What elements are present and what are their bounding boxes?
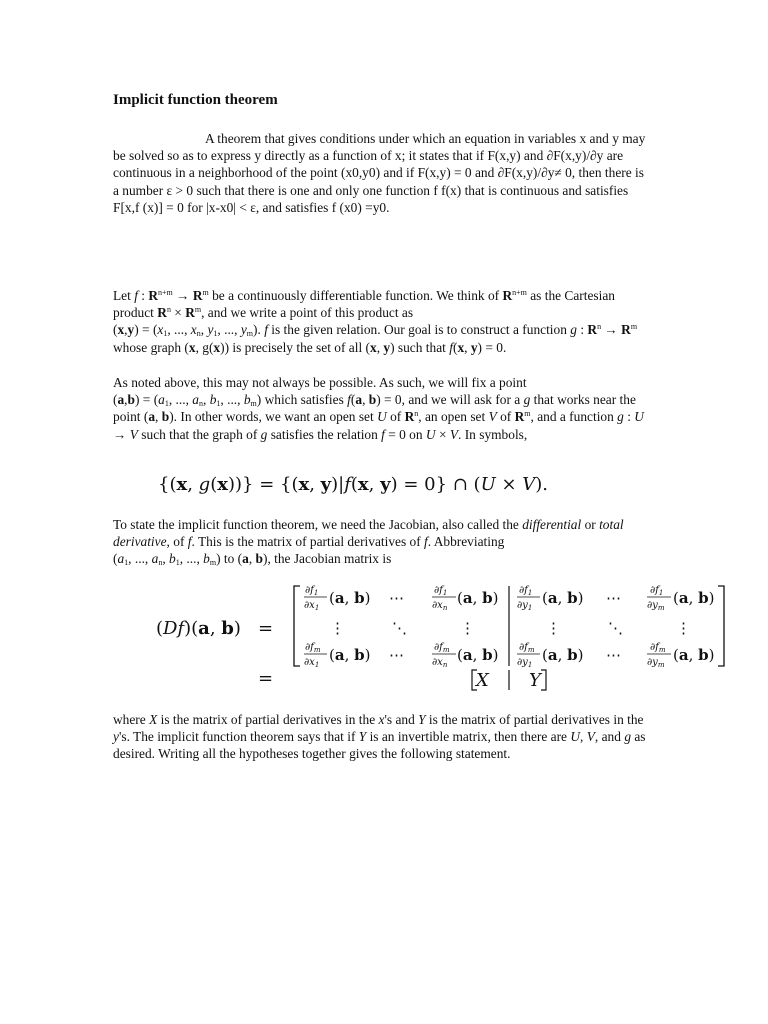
svg-text:∂f1: $\partial f_1$ [519,585,533,597]
setup-paragraph: Let f : $R^{n+m} \to R^m$ be a continuously differentiable function. We think of $R^{n+m}$ as the Cartesian product $R^n \times R^m$, and we write a point of this product as $(x,y) = (x_1$, ..., $x_n$, $y_1$, ..., $y_m$). f is the given relation. Our goal is to construct a function g : $R^n \to R^m$ whose graph (x, g(x)) is precisely the set of all (x, y) such that f(x, y) = 0. [113,288,638,355]
svg-text:(a, b): (a, b) [457,646,499,664]
block-y: Y [529,670,541,691]
svg-text:(a, b): (a, b) [542,589,584,607]
intro-text: A theorem that gives conditions under which an equation in variables x and y may be solved so as to express y directly as a function of x; it states that if F(x,y) and ∂F(x,y)/∂y are continuous in a neighborhood of the point (x0,y0) and if F(x,y) = 0 and ∂F(x,y)/∂y≠ 0, then there is a number ε > 0 such that there is one and only one function f f(x) that is continuous and satisfies F[x,f (x)] = 0 for |x-x0| < ε, and satisfies f (x0) =y0. [113,131,646,215]
svg-text:⋮: ⋮ [330,619,345,637]
matrix-left-bracket [294,586,300,666]
svg-text:⋮: ⋮ [460,619,475,637]
svg-text:⋮: ⋮ [676,619,691,637]
svg-text:(a, b): (a, b) [329,589,371,607]
matrix-right-bracket [718,586,724,666]
page-title: Implicit function theorem [113,92,278,108]
svg-text:⋯: ⋯ [389,646,404,664]
svg-text:∂f1: $\partial f_1$ [434,585,448,597]
jacobian-lhs: (Df)(a, b) [156,618,241,639]
svg-text:∂ym: $\partial y_m$ [647,600,665,612]
fix-point-paragraph: As noted above, this may not always be possible. As such, we will fix a point $(a,b) = (a_1$, ..., $a_n$, $b_1$, ..., $b_m$) which satisfies f(a, b) = 0, and we will ask for a g that works near the point (a, b). In other words, we want an open set U of $R^n$, an open set V of $R^m$, and a function g : U → V such that the graph of g satisfies the relation f = 0 on U × V. In symbols, [113,375,644,442]
svg-text:∂fm: $\partial f_m$ [519,642,535,654]
svg-text:∂fm: $\partial f_m$ [434,642,450,654]
svg-text:⋯: ⋯ [606,589,621,607]
svg-text:(a, b): (a, b) [542,646,584,664]
svg-text:∂x1: $\partial x_1$ [304,600,320,612]
svg-text:∂ym: $\partial y_m$ [647,657,665,669]
svg-text:∂y1: $\partial y_1$ [517,600,533,612]
jacobian-equals-2: = [258,668,274,689]
svg-text:∂xn: $\partial x_n$ [432,657,448,669]
svg-text:(a, b): (a, b) [673,589,715,607]
svg-text:(a, b): (a, b) [329,646,371,664]
matrix-row-2 [330,619,691,637]
block-x: X [476,670,489,691]
svg-text:⋱: ⋱ [608,619,623,637]
svg-text:∂f1: $\partial f_1$ [305,585,319,597]
svg-text:⋯: ⋯ [606,646,621,664]
svg-text:∂xn: $\partial x_n$ [432,600,448,612]
set-equation: {(x, g(x))} = {(x, y)|f(x, y) = 0} ∩ (U × V). [158,474,549,495]
svg-text:(a, b): (a, b) [457,589,499,607]
block-right-bracket [541,670,546,690]
svg-text:⋯: ⋯ [389,589,404,607]
jacobian-equals-1: = [258,618,274,639]
svg-text:⋮: ⋮ [546,619,561,637]
svg-text:∂f1: $\partial f_1$ [650,585,664,597]
svg-text:∂y1: $\partial y_1$ [517,657,533,669]
jacobian-paragraph: To state the implicit function theorem, we need the Jacobian, also called the differential or total derivative, of f. This is the matrix of partial derivatives of f. Abbreviating ($a_1$, ..., $a_n$, $b_1$, ..., $b_m$) to (a, b), the Jacobian matrix is [113,517,624,568]
svg-text:(a, b): (a, b) [673,646,715,664]
conclusion-paragraph: where X is the matrix of partial derivatives in the x's and Y is the matrix of partial derivatives in the y's. The implicit function theorem says that if Y is an invertible matrix, then there are U, V, and g as desired. Writing all the hypotheses together gives the following statement. [113,712,646,762]
intro-paragraph [113,130,653,216]
jacobian-matrix [0,580,768,700]
svg-text:⋱: ⋱ [392,619,407,637]
svg-text:∂x1: $\partial x_1$ [304,657,320,669]
svg-text:∂fm: $\partial f_m$ [650,642,666,654]
svg-text:∂fm: $\partial f_m$ [305,642,321,654]
